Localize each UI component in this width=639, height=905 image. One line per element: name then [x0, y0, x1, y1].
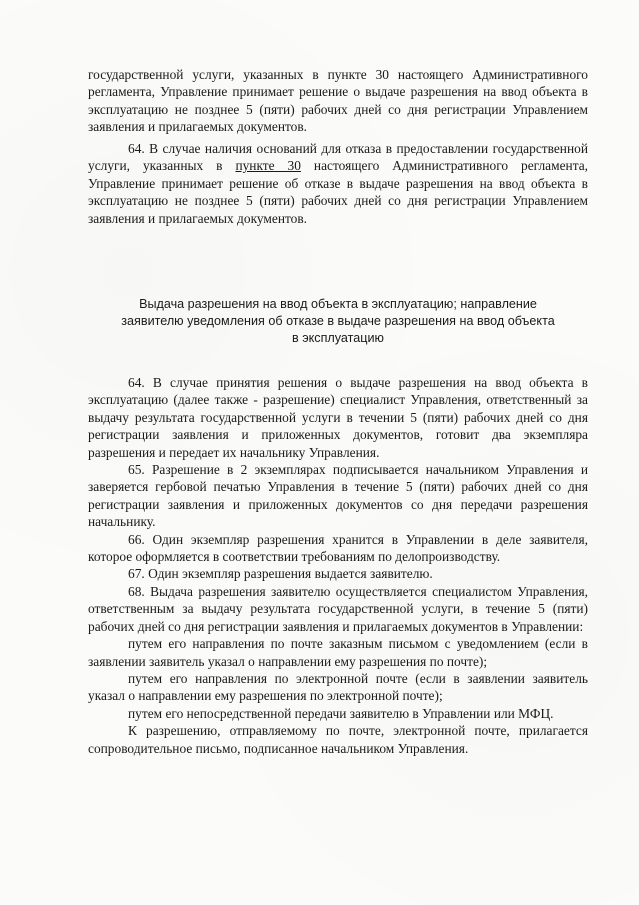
heading-line-2: заявителю уведомления об отказе в выдаче разрешения на ввод объекта [121, 314, 555, 329]
text-block-64-refusal [88, 140, 588, 227]
paragraph-68-email: путем его направления по электронной почте (если в заявлении заявитель указал о направлении ему разрешения по электронной почте); [88, 670, 588, 704]
text-block-bottom [88, 374, 588, 757]
paragraph-64-refusal-start: 64. В случае наличия оснований для отказа в предоставлении государственной услуги, указанных в [88, 141, 588, 174]
paragraph-68-direct: путем его непосредственной передачи заявителю в Управлении или МФЦ. [128, 705, 554, 721]
paragraph-69: К разрешению, отправляемому по почте, электронной почте, прилагается сопроводительное письмо, подписанное начальником Управления. [88, 723, 588, 756]
paragraph-66: 66. Один экземпляр разрешения хранится в Управлении в деле заявителя, которое оформляется в соответствии требованиям по делопроизводству. [88, 531, 588, 565]
heading-line-1: Выдача разрешения на ввод объекта в эксплуатацию; направление [139, 297, 537, 311]
paragraph-continuation: государственной услуги, указанных в пункте 30 настоящего Административного регламента, Управление принимает решение о выдаче разрешения на ввод объекта в эксплуатацию не позднее 5 (пяти) рабочих дней со дня регистрации Управлением заявления и прилагаемых документов. [88, 67, 588, 135]
heading-line-3: в эксплуатацию [292, 331, 384, 346]
paragraph-68-mail: путем его направления по почте заказным письмом с уведомлением (если в заявлении заявитель указал о направлении ему разрешения по почте); [88, 636, 588, 669]
paragraph-67: 67. Один экземпляр разрешения выдается заявителю. [128, 566, 433, 582]
paragraph-68: 68. Выдача разрешения заявителю осуществляется специалистом Управления, ответственным за выдачу результата государственной услуги, в течение 5 (пяти) рабочих дней со дня регистрации заявления и прилагаемых документов в Управлении: [88, 583, 588, 634]
paragraph-65: 65. Разрешение в 2 экземплярах подписывается начальником Управления и заверяется гербовой печатью Управления в течение 5 (пяти) рабочих дней со дня регистрации заявления и приложенных документов со дня передачи разрешения начальнику. [88, 462, 588, 530]
paragraph-64-refusal [88, 140, 588, 227]
text-block-top [88, 66, 588, 136]
paragraph-64: 64. В случае принятия решения о выдаче разрешения на ввод объекта в эксплуатацию (далее также - разрешение) специалист Управления, ответственный за выдачу результата государственной услуги в течении 5 (пяти) рабочих дней со дня регистрации заявления и приложенных документов, готовит два экземпляра разрешения и передает их начальнику Управления. [88, 375, 588, 460]
paragraph-64-refusal-end: настоящего Административного регламента, Управление принимает решение об отказе в выдаче разрешения на ввод объекта в эксплуатацию не позднее 5 (пяти) рабочих дней со дня регистрации Управлением заявления и прилагаемых документов. [88, 158, 589, 226]
section-heading [88, 296, 588, 348]
clause-30-link[interactable]: пункте 30 [235, 158, 301, 174]
